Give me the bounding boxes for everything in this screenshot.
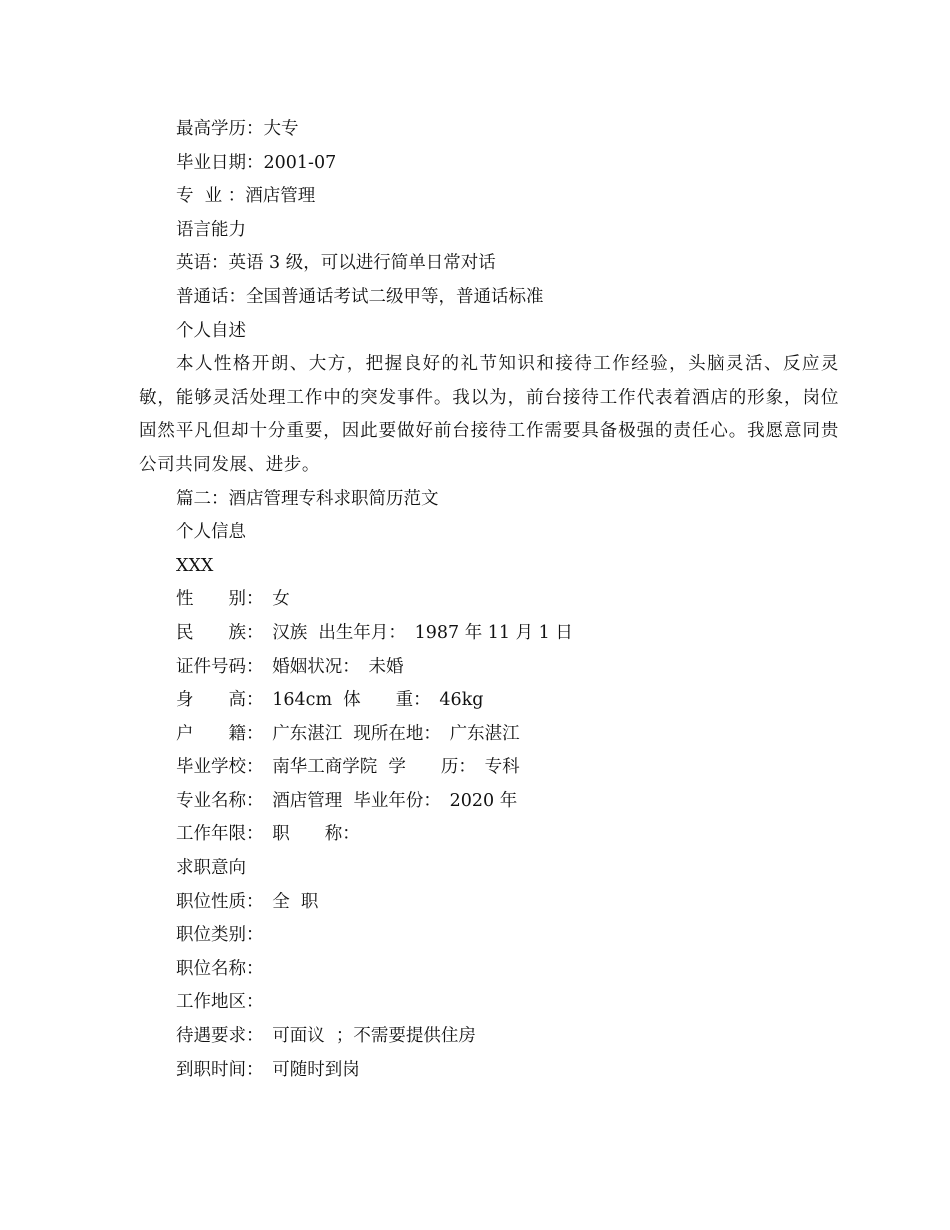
mandarin-skill: 普通话：全国普通话考试二级甲等，普通话标准 (176, 286, 544, 307)
major-year-row: 专业名称： 酒店管理 毕业年份： 2020 年 (176, 790, 518, 811)
applicant-name: XXX (176, 555, 214, 576)
work-area-row: 工作地区： (176, 992, 264, 1013)
job-title-row: 职位名称： (176, 958, 264, 979)
english-skill: 英语：英语 3 级，可以进行简单日常对话 (176, 253, 496, 274)
job-nature-row: 职位性质： 全 职 (176, 891, 319, 912)
gender-row: 性 别： 女 (176, 589, 290, 610)
job-category-row: 职位类别： (176, 925, 264, 946)
job-intention-heading: 求职意向 (176, 858, 246, 879)
height-weight-row: 身 高： 164cm 体 重： 46kg (176, 690, 484, 711)
id-marital-row: 证件号码： 婚姻状况： 未婚 (176, 656, 404, 677)
school-degree-row: 毕业学校： 南华工商学院 学 历： 专科 (176, 757, 520, 778)
language-heading: 语言能力 (176, 219, 246, 240)
personal-info-heading: 个人信息 (176, 522, 246, 543)
self-description-paragraph: 本人性格开朗、大方，把握良好的礼节知识和接待工作经验，头脑灵活、反应灵敏，能够灵活处理工作中的突发事件。我以为，前台接待工作代表着酒店的形象，岗位固然平凡但却十分重要，因此要做好前台接待工作需要具备极强的责任心。我愿意同贵公司共同发展、进步。 (139, 354, 839, 475)
work-years-title-row: 工作年限： 职 称： (176, 824, 360, 845)
education-level: 最高学历：大专 (176, 119, 299, 139)
major: 专 业 ：酒店管理 (176, 186, 316, 207)
ethnicity-birth-row: 民 族： 汉族 出生年月： 1987 年 11 月 1 日 (176, 622, 573, 643)
part-two-title: 篇二：酒店管理专科求职简历范文 (176, 488, 439, 509)
salary-row: 待遇要求： 可面议 ；不需要提供住房 (176, 1026, 476, 1047)
graduation-date: 毕业日期：2001-07 (176, 152, 337, 173)
start-time-row: 到职时间： 可随时到岗 (176, 1059, 360, 1080)
hukou-location-row: 户 籍： 广东湛江 现所在地： 广东湛江 (176, 723, 520, 744)
resume-body (139, 113, 839, 1087)
self-description-heading: 个人自述 (176, 320, 246, 341)
